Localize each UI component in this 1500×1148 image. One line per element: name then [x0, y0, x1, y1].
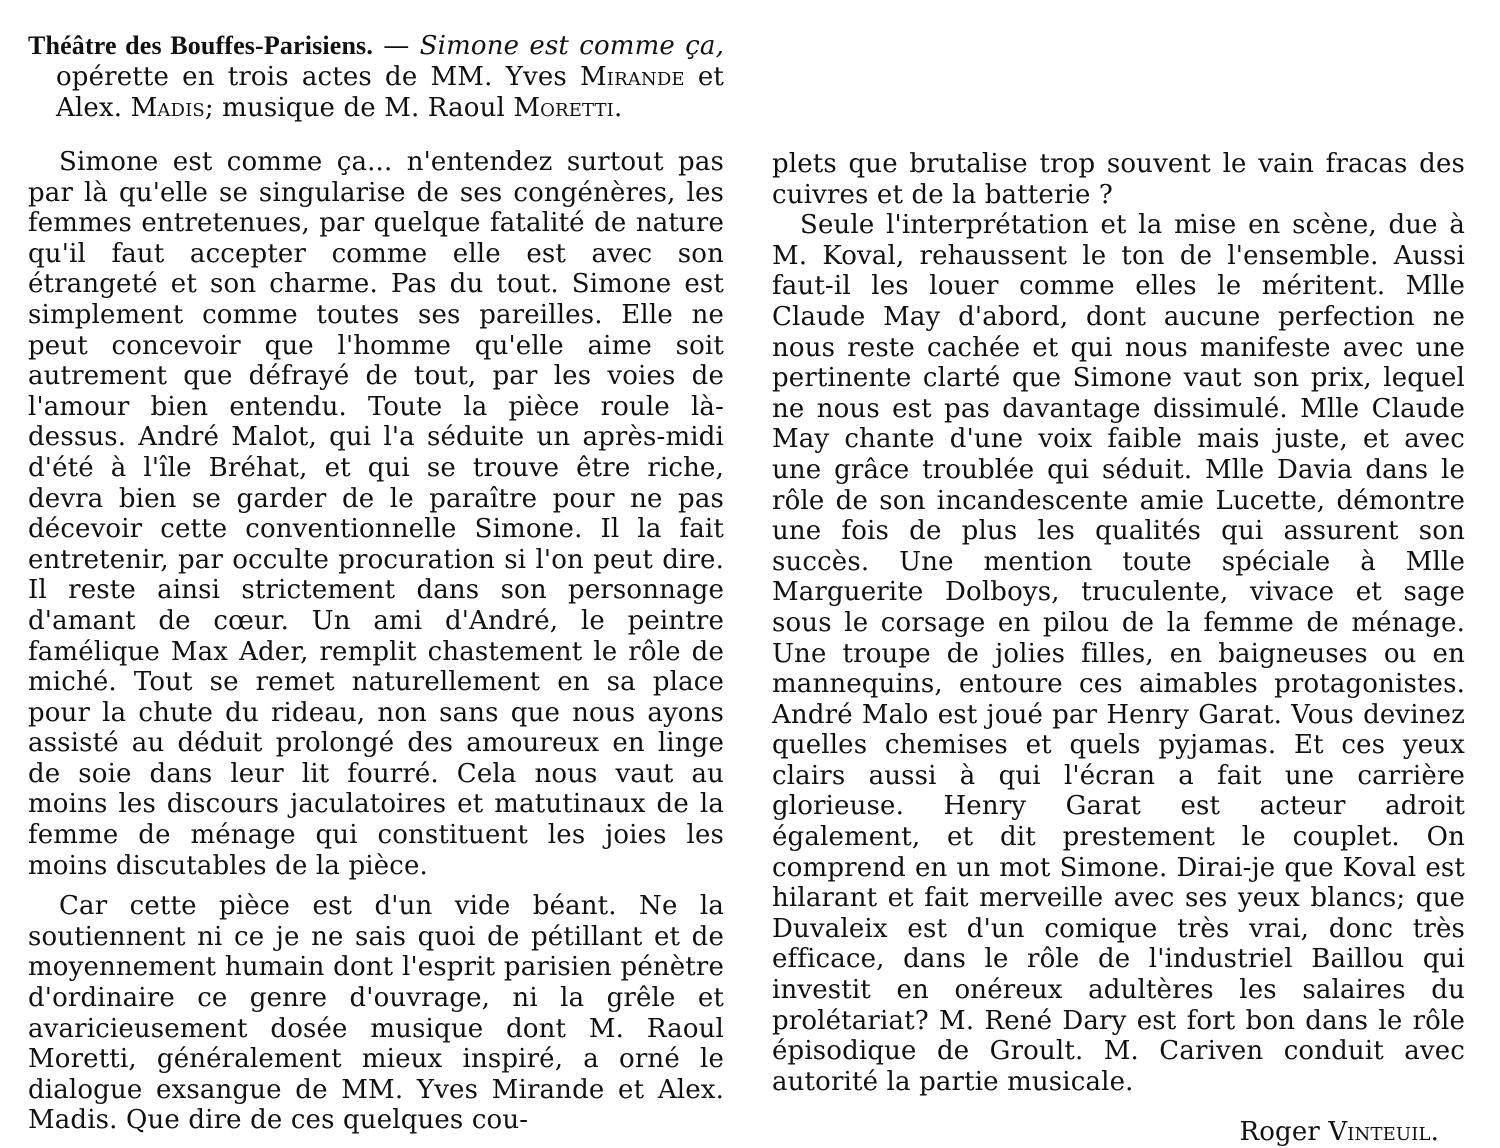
header-dash: — — [372, 31, 420, 61]
signature-last-name: Vinteuil — [1328, 1117, 1431, 1148]
header-text-c: ; musique de M. Raoul — [204, 93, 514, 123]
signature-period: . — [1430, 1117, 1439, 1148]
signature — [772, 1117, 1465, 1148]
show-title: Simone est comme ça, — [419, 31, 724, 61]
review-header — [28, 30, 724, 124]
author-mirande: Mirande — [580, 62, 685, 92]
right-column — [772, 149, 1465, 1148]
header-text-d: . — [613, 93, 623, 123]
signature-first-name: Roger — [1239, 1117, 1329, 1148]
composer-moretti: Moretti — [513, 93, 614, 123]
author-madis: Madis — [130, 93, 205, 123]
left-column — [28, 0, 724, 1136]
theatre-name: Théâtre des Bouffes-Parisiens. — [28, 31, 373, 60]
header-text-a: opérette en trois actes de MM. Yves — [56, 62, 581, 92]
right-paragraph-1: plets que brutalise trop souvent le vain fracas des cuivres et de la batterie ? — [772, 149, 1465, 210]
header-text-b: et Alex. — [56, 62, 724, 123]
left-paragraph-1: Simone est comme ça... n'entendez surtout pas par là qu'elle se singularise de ses congénères, les femmes entretenues, par quelque fatalité de nature qu'il faut accepter comme elle est avec son étrangeté et son charme. Pas du tout. Simone est simplement comme toutes ses pareilles. Elle ne peut concevoir que l'homme qu'elle aime soit autrement que défrayé de tout, par les voies de l'amour bien entendu. Toute la pièce roule là-dessus. André Malot, qui l'a séduite un après-midi d'été à l'île Bréhat, et qui se trouve être riche, devra bien se garder de le paraître pour ne pas décevoir cette conventionnelle Simone. Il la fait entretenir, par occulte procuration si l'on peut dire. Il reste ainsi strictement dans son personnage d'amant de cœur. Un ami d'André, le peintre famélique Max Ader, remplit chastement le rôle de miché. Tout se remet naturellement en sa place pour la chute du rideau, non sans que nous ayons assisté au déduit prolongé des amoureux en linge de soie dans leur lit fourré. Cela nous vaut au moins les discours jaculatoires et matutinaux de la femme de ménage qui constituent les joies les moins discutables de la pièce. — [28, 147, 724, 881]
right-paragraph-2: Seule l'interprétation et la mise en scène, due à M. Koval, rehaussent le ton de l'ensemble. Aussi faut-il les louer comme elles le méritent. Mlle Claude May d'abord, dont aucune perfection ne nous reste cachée et qui nous manifeste avec une pertinente clarté que Simone vaut son prix, lequel ne nous est pas davantage dissimulé. Mlle Claude May chante d'une voix faible mais juste, et avec une grâce troublée qui séduit. Mlle Davia dans le rôle de son incandescente amie Lucette, démontre une fois de plus les qualités qui assurent son succès. Une mention toute spéciale à Mlle Marguerite Dolboys, truculente, vivace et sage sous le corsage en pilou de la femme de ménage. Une troupe de jolies filles, en baigneuses ou en mannequins, entoure ces aimables protagonistes. André Malo est joué par Henry Garat. Vous devinez quelles chemises et quels pyjamas. Et ces yeux clairs aussi à qui l'écran a fait une carrière glorieuse. Henry Garat est acteur adroit également, et dit prestement le couplet. On comprend en un mot Simone. Dirai-je que Koval est hilarant et fait merveille avec ses yeux blancs; que Duvaleix est d'un comique très vrai, donc très efficace, dans le rôle de l'industriel Baillou qui investit en onéreux adultères les salaires du prolétariat? M. René Dary est fort bon dans le rôle épisodique de Groult. M. Cariven conduit avec autorité la partie musicale. — [772, 210, 1465, 1097]
left-paragraph-2: Car cette pièce est d'un vide béant. Ne la soutiennent ni ce je ne sais quoi de pétillant et de moyennement humain dont l'esprit parisien pénètre d'ordinaire ce genre d'ouvrage, ni la grêle et avaricieusement dosée musique dont M. Raoul Moretti, généralement mieux inspiré, a orné le dialogue exsangue de MM. Yves Mirande et Alex. Madis. Que dire de ces quelques cou- — [28, 891, 724, 1136]
